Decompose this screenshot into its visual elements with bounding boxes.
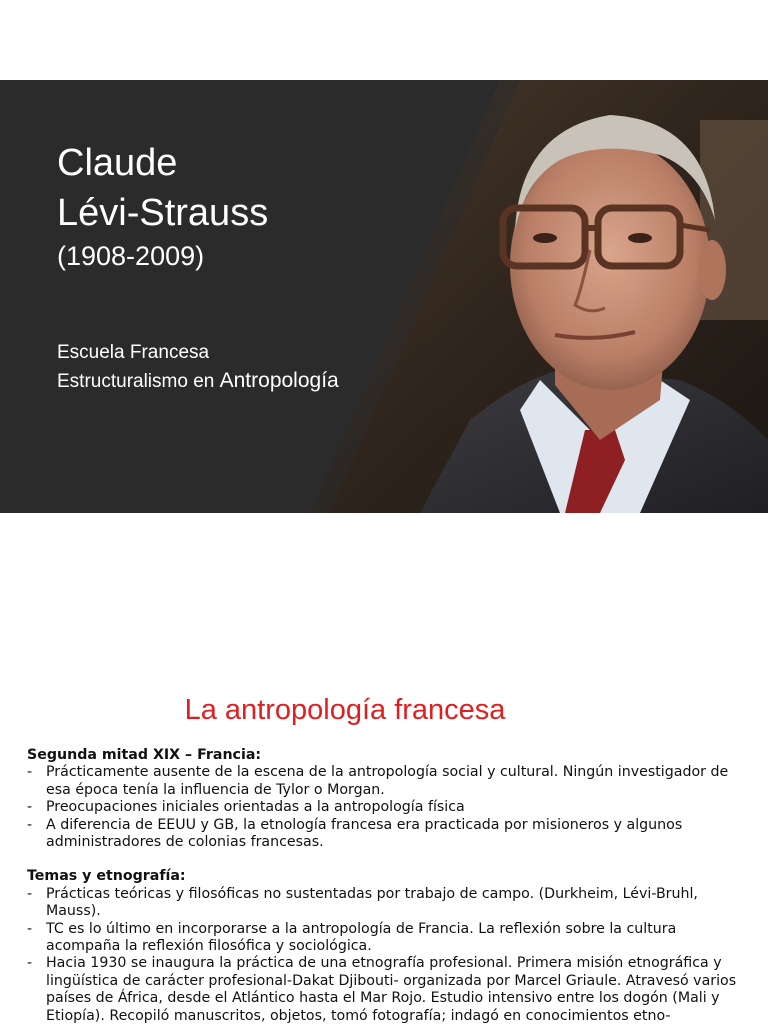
list-item: - TC es lo último en incorporarse a la antropología de Francia. La reflexión sobre la cultura acompaña la reflexión filosófica y sociológica. [27,921,747,956]
section1-heading: Segunda mitad XIX – Francia: [27,747,262,763]
section1-list [27,764,747,851]
section2-heading: Temas y etnografía: [27,868,186,885]
subtitle-line1: Escuela Francesa [57,342,210,363]
title-line2: Lévi-Strauss [57,192,269,234]
section2-list [27,886,747,1025]
title-slide [0,80,768,513]
subtitle-line2-part1: Estructuralismo en [57,371,220,392]
subtitle-line2-part2: Antropología [219,369,339,392]
section-title: La antropología francesa [184,694,506,726]
title-line1: Claude [57,142,178,184]
list-item: - Prácticamente ausente de la escena de la antropología social y cultural. Ningún investigador de esa época tenía la influencia de Tylor o Morgan. [27,764,747,799]
list-item: - Preocupaciones iniciales orientadas a la antropología física [27,799,747,816]
subtitle-block [57,339,339,396]
list-item: - Prácticas teóricas y filosóficas no sustentadas por trabajo de campo. (Durkheim, Lévi-Bruhl, Mauss). [27,886,747,921]
list-item: - Hacia 1930 se inaugura la práctica de una etnografía profesional. Primera misión etnográfica y lingüística de carácter profesional-Dakat Djibouti- organizada por Marcel Griaule. Atravesó varios países de África, desde el Atlántico hasta el Mar Rojo. Estudio intensivo entre los dogón (Mali y Etiopía). Recopiló manuscritos, objetos, tomó fotografía; indagó en conocimientos etno- [27,955,747,1025]
subtitle-line2 [57,367,339,396]
slide-content [27,747,747,1025]
title-years: (1908-2009) [57,241,205,271]
title-block [57,138,268,274]
list-item: - A diferencia de EEUU y GB, la etnología francesa era practicada por misioneros y algunos administradores de colonias francesas. [27,817,747,852]
